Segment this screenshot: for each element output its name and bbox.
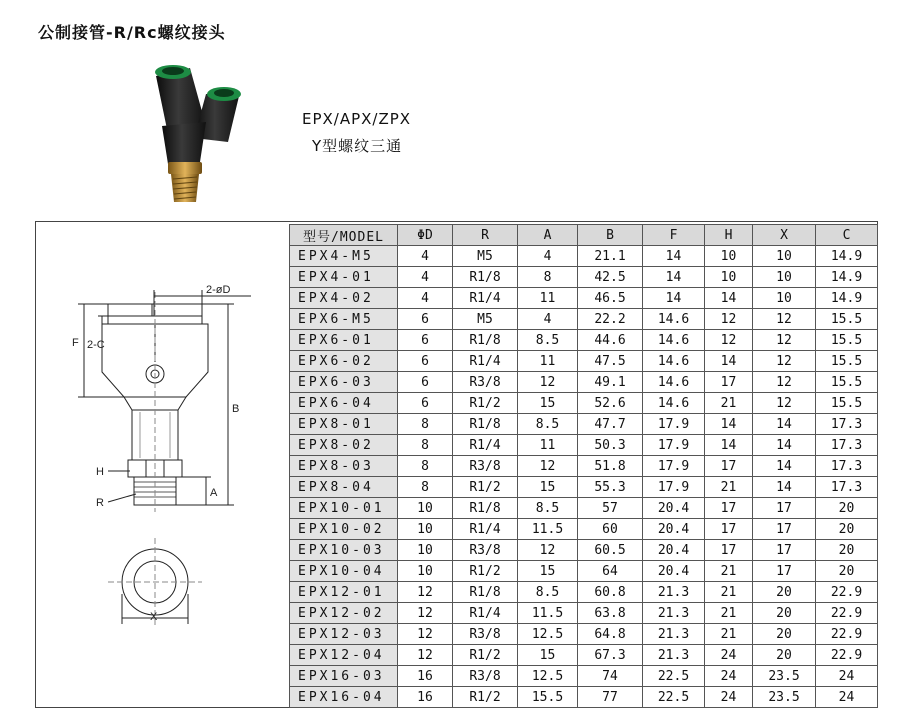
- cell-a: 12: [518, 372, 578, 393]
- table-row: [290, 372, 878, 393]
- cell-b: 64.8: [578, 624, 643, 645]
- cell-r: R1/2: [453, 477, 518, 498]
- header-d: ΦD: [398, 225, 453, 246]
- cell-f: 20.4: [643, 540, 705, 561]
- label-x: X: [150, 611, 158, 623]
- cell-a: 8.5: [518, 414, 578, 435]
- cell-c: 22.9: [816, 645, 878, 666]
- cell-r: R1/8: [453, 267, 518, 288]
- cell-c: 22.9: [816, 582, 878, 603]
- cell-c: 17.3: [816, 414, 878, 435]
- cell-c: 15.5: [816, 393, 878, 414]
- cell-f: 17.9: [643, 435, 705, 456]
- cell-f: 21.3: [643, 603, 705, 624]
- table-row: [290, 687, 878, 708]
- table-header-row: [290, 225, 878, 246]
- cell-f: 21.3: [643, 624, 705, 645]
- cell-a: 12: [518, 540, 578, 561]
- cell-f: 20.4: [643, 519, 705, 540]
- label-h: H: [96, 466, 104, 478]
- cell-a: 11: [518, 435, 578, 456]
- cell-x: 20: [753, 603, 816, 624]
- cell-c: 14.9: [816, 288, 878, 309]
- table-row: [290, 645, 878, 666]
- cell-d: 4: [398, 267, 453, 288]
- cell-f: 14.6: [643, 309, 705, 330]
- cell-r: M5: [453, 246, 518, 267]
- cell-b: 46.5: [578, 288, 643, 309]
- cell-model: EPX12-02: [290, 603, 398, 624]
- cell-x: 14: [753, 456, 816, 477]
- cell-x: 17: [753, 498, 816, 519]
- product-photo: [128, 56, 258, 206]
- cell-h: 17: [705, 498, 753, 519]
- cell-b: 64: [578, 561, 643, 582]
- cell-h: 14: [705, 414, 753, 435]
- cell-d: 10: [398, 561, 453, 582]
- cell-b: 60: [578, 519, 643, 540]
- table-row: [290, 330, 878, 351]
- cell-h: 21: [705, 561, 753, 582]
- cell-b: 57: [578, 498, 643, 519]
- cell-d: 12: [398, 582, 453, 603]
- cell-h: 14: [705, 351, 753, 372]
- cell-model: EPX4-01: [290, 267, 398, 288]
- cell-r: R3/8: [453, 666, 518, 687]
- cell-model: EPX6-02: [290, 351, 398, 372]
- cell-d: 4: [398, 288, 453, 309]
- cell-d: 10: [398, 498, 453, 519]
- table-row: [290, 351, 878, 372]
- cell-c: 22.9: [816, 624, 878, 645]
- table-row: [290, 477, 878, 498]
- cell-b: 74: [578, 666, 643, 687]
- label-r: R: [96, 497, 104, 509]
- cell-h: 14: [705, 288, 753, 309]
- table-row: [290, 519, 878, 540]
- table-body: [290, 246, 878, 708]
- cell-a: 8.5: [518, 498, 578, 519]
- cell-model: EPX12-03: [290, 624, 398, 645]
- cell-x: 20: [753, 582, 816, 603]
- cell-r: R1/8: [453, 498, 518, 519]
- cell-f: 14.6: [643, 372, 705, 393]
- cell-r: R1/2: [453, 645, 518, 666]
- cell-x: 12: [753, 351, 816, 372]
- cell-model: EPX12-04: [290, 645, 398, 666]
- cell-model: EPX16-04: [290, 687, 398, 708]
- cell-b: 50.3: [578, 435, 643, 456]
- cell-a: 11.5: [518, 603, 578, 624]
- header-x: X: [753, 225, 816, 246]
- cell-r: M5: [453, 309, 518, 330]
- cell-h: 17: [705, 456, 753, 477]
- table-row: [290, 309, 878, 330]
- cell-d: 6: [398, 372, 453, 393]
- table-row: [290, 582, 878, 603]
- cell-f: 20.4: [643, 498, 705, 519]
- cell-a: 15: [518, 393, 578, 414]
- page-title: 公制接管-R/Rc螺纹接头: [38, 23, 226, 42]
- cell-h: 17: [705, 372, 753, 393]
- cell-c: 20: [816, 561, 878, 582]
- cell-model: EPX12-01: [290, 582, 398, 603]
- cell-c: 17.3: [816, 477, 878, 498]
- cell-f: 17.9: [643, 456, 705, 477]
- cell-a: 15.5: [518, 687, 578, 708]
- spec-table: [289, 224, 878, 708]
- table-row: [290, 435, 878, 456]
- cell-b: 47.5: [578, 351, 643, 372]
- cell-d: 6: [398, 351, 453, 372]
- header-r: R: [453, 225, 518, 246]
- cell-h: 17: [705, 519, 753, 540]
- cell-a: 4: [518, 309, 578, 330]
- cell-b: 55.3: [578, 477, 643, 498]
- cell-r: R1/4: [453, 351, 518, 372]
- cell-b: 52.6: [578, 393, 643, 414]
- cell-h: 10: [705, 246, 753, 267]
- cell-r: R1/4: [453, 603, 518, 624]
- cell-h: 24: [705, 687, 753, 708]
- table-row: [290, 246, 878, 267]
- cell-x: 17: [753, 519, 816, 540]
- cell-f: 22.5: [643, 687, 705, 708]
- cell-r: R1/2: [453, 561, 518, 582]
- table-row: [290, 414, 878, 435]
- cell-b: 49.1: [578, 372, 643, 393]
- cell-model: EPX10-02: [290, 519, 398, 540]
- cell-r: R3/8: [453, 624, 518, 645]
- cell-model: EPX8-04: [290, 477, 398, 498]
- cell-c: 24: [816, 666, 878, 687]
- cell-h: 12: [705, 330, 753, 351]
- cell-x: 20: [753, 645, 816, 666]
- cell-b: 47.7: [578, 414, 643, 435]
- cell-a: 12.5: [518, 666, 578, 687]
- cell-x: 17: [753, 561, 816, 582]
- cell-a: 11: [518, 288, 578, 309]
- cell-d: 4: [398, 246, 453, 267]
- cell-model: EPX6-01: [290, 330, 398, 351]
- cell-c: 20: [816, 519, 878, 540]
- cell-c: 14.9: [816, 246, 878, 267]
- cell-x: 12: [753, 309, 816, 330]
- cell-c: 15.5: [816, 351, 878, 372]
- cell-x: 12: [753, 393, 816, 414]
- label-b: B: [232, 403, 240, 415]
- technical-drawing: [36, 222, 286, 707]
- cell-c: 20: [816, 540, 878, 561]
- cell-c: 15.5: [816, 309, 878, 330]
- table-row: [290, 393, 878, 414]
- header-a: A: [518, 225, 578, 246]
- cell-x: 10: [753, 246, 816, 267]
- cell-model: EPX4-02: [290, 288, 398, 309]
- cell-f: 17.9: [643, 477, 705, 498]
- cell-f: 20.4: [643, 561, 705, 582]
- cell-c: 15.5: [816, 372, 878, 393]
- cell-b: 60.8: [578, 582, 643, 603]
- cell-x: 20: [753, 624, 816, 645]
- cell-a: 4: [518, 246, 578, 267]
- table-row: [290, 498, 878, 519]
- label-f: F: [72, 337, 79, 349]
- cell-b: 67.3: [578, 645, 643, 666]
- cell-a: 15: [518, 561, 578, 582]
- cell-model: EPX10-01: [290, 498, 398, 519]
- cell-d: 16: [398, 666, 453, 687]
- label-d: 2-øD: [206, 284, 231, 296]
- label-a: A: [210, 487, 218, 499]
- cell-model: EPX10-04: [290, 561, 398, 582]
- cell-model: EPX6-03: [290, 372, 398, 393]
- header-b: B: [578, 225, 643, 246]
- cell-a: 8: [518, 267, 578, 288]
- cell-x: 12: [753, 330, 816, 351]
- model-series: EPX/APX/ZPX: [302, 110, 412, 128]
- header-f: F: [643, 225, 705, 246]
- cell-f: 22.5: [643, 666, 705, 687]
- cell-d: 6: [398, 330, 453, 351]
- cell-b: 63.8: [578, 603, 643, 624]
- header-c: C: [816, 225, 878, 246]
- header-h: H: [705, 225, 753, 246]
- cell-b: 51.8: [578, 456, 643, 477]
- cell-a: 8.5: [518, 330, 578, 351]
- cell-d: 12: [398, 645, 453, 666]
- cell-x: 14: [753, 435, 816, 456]
- cell-b: 21.1: [578, 246, 643, 267]
- cell-r: R1/2: [453, 687, 518, 708]
- label-c: 2-C: [87, 339, 105, 351]
- cell-c: 17.3: [816, 435, 878, 456]
- cell-r: R3/8: [453, 540, 518, 561]
- cell-d: 10: [398, 519, 453, 540]
- cell-h: 24: [705, 666, 753, 687]
- cell-b: 77: [578, 687, 643, 708]
- table-row: [290, 624, 878, 645]
- cell-h: 14: [705, 435, 753, 456]
- cell-f: 21.3: [643, 582, 705, 603]
- cell-model: EPX8-02: [290, 435, 398, 456]
- cell-f: 14.6: [643, 393, 705, 414]
- cell-b: 22.2: [578, 309, 643, 330]
- cell-a: 12.5: [518, 624, 578, 645]
- cell-b: 42.5: [578, 267, 643, 288]
- cell-a: 12: [518, 456, 578, 477]
- cell-r: R1/4: [453, 519, 518, 540]
- table-row: [290, 456, 878, 477]
- header-model: 型号/MODEL: [290, 225, 398, 246]
- cell-f: 14: [643, 288, 705, 309]
- cell-a: 8.5: [518, 582, 578, 603]
- cell-d: 6: [398, 393, 453, 414]
- cell-c: 24: [816, 687, 878, 708]
- cell-f: 14: [643, 267, 705, 288]
- cell-c: 20: [816, 498, 878, 519]
- cell-model: EPX6-M5: [290, 309, 398, 330]
- cell-model: EPX16-03: [290, 666, 398, 687]
- cell-h: 21: [705, 393, 753, 414]
- cell-r: R1/4: [453, 288, 518, 309]
- cell-x: 14: [753, 414, 816, 435]
- cell-r: R1/8: [453, 330, 518, 351]
- cell-r: R3/8: [453, 456, 518, 477]
- cell-c: 14.9: [816, 267, 878, 288]
- cell-x: 10: [753, 267, 816, 288]
- cell-r: R3/8: [453, 372, 518, 393]
- cell-x: 23.5: [753, 666, 816, 687]
- cell-h: 17: [705, 540, 753, 561]
- cell-x: 17: [753, 540, 816, 561]
- cell-d: 8: [398, 477, 453, 498]
- cell-model: EPX8-01: [290, 414, 398, 435]
- cell-h: 10: [705, 267, 753, 288]
- cell-h: 24: [705, 645, 753, 666]
- cell-a: 11: [518, 351, 578, 372]
- cell-model: EPX6-04: [290, 393, 398, 414]
- cell-r: R1/8: [453, 414, 518, 435]
- cell-d: 12: [398, 603, 453, 624]
- cell-d: 8: [398, 435, 453, 456]
- cell-a: 11.5: [518, 519, 578, 540]
- cell-r: R1/4: [453, 435, 518, 456]
- cell-d: 6: [398, 309, 453, 330]
- cell-model: EPX4-M5: [290, 246, 398, 267]
- cell-c: 17.3: [816, 456, 878, 477]
- cell-model: EPX8-03: [290, 456, 398, 477]
- cell-h: 21: [705, 582, 753, 603]
- cell-r: R1/8: [453, 582, 518, 603]
- cell-h: 12: [705, 309, 753, 330]
- cell-c: 22.9: [816, 603, 878, 624]
- cell-f: 14: [643, 246, 705, 267]
- table-row: [290, 603, 878, 624]
- cell-b: 44.6: [578, 330, 643, 351]
- cell-f: 17.9: [643, 414, 705, 435]
- cell-x: 10: [753, 288, 816, 309]
- table-row: [290, 267, 878, 288]
- cell-d: 8: [398, 456, 453, 477]
- cell-x: 12: [753, 372, 816, 393]
- cell-d: 8: [398, 414, 453, 435]
- cell-a: 15: [518, 645, 578, 666]
- cell-d: 12: [398, 624, 453, 645]
- cell-h: 21: [705, 603, 753, 624]
- cell-model: EPX10-03: [290, 540, 398, 561]
- cell-f: 14.6: [643, 330, 705, 351]
- cell-a: 15: [518, 477, 578, 498]
- table-row: [290, 666, 878, 687]
- cell-f: 21.3: [643, 645, 705, 666]
- cell-c: 15.5: [816, 330, 878, 351]
- model-description: Y型螺纹三通: [312, 137, 403, 155]
- cell-f: 14.6: [643, 351, 705, 372]
- cell-r: R1/2: [453, 393, 518, 414]
- cell-h: 21: [705, 477, 753, 498]
- table-row: [290, 561, 878, 582]
- table-row: [290, 540, 878, 561]
- cell-h: 21: [705, 624, 753, 645]
- cell-b: 60.5: [578, 540, 643, 561]
- cell-x: 14: [753, 477, 816, 498]
- cell-d: 16: [398, 687, 453, 708]
- cell-d: 10: [398, 540, 453, 561]
- cell-x: 23.5: [753, 687, 816, 708]
- table-row: [290, 288, 878, 309]
